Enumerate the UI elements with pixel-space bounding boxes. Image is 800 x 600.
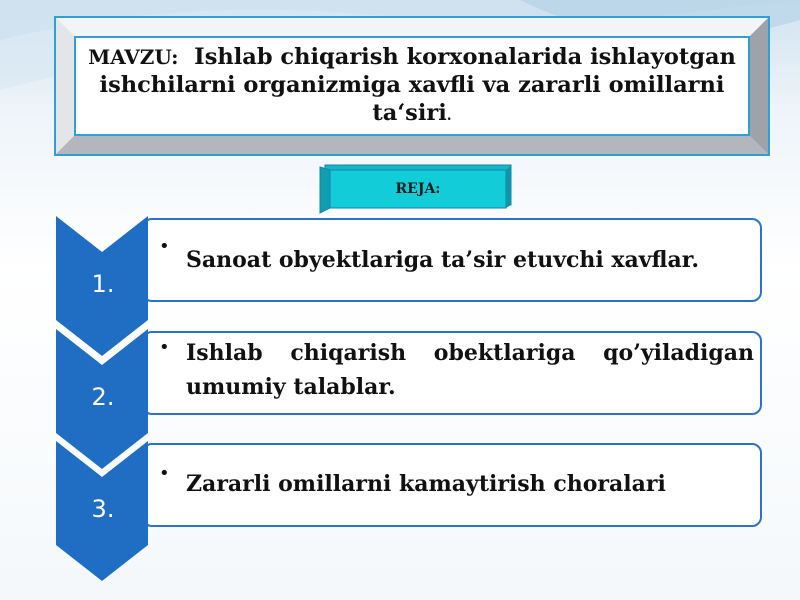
title-ending: . [446, 107, 452, 124]
reja-heading: REJA: [395, 181, 441, 197]
plan-item-number: 1. [91, 270, 115, 298]
bullet-icon: • [159, 463, 170, 484]
bullet-icon: • [159, 236, 170, 257]
plan-item-text: Zararli omillarni kamaytirish choralari [186, 471, 666, 497]
plan-item-text: Ishlab chiqarish obektlariga qo’yiladigan umumiy talablar. [186, 340, 754, 400]
plan-item-number: 3. [91, 495, 115, 523]
title-main-text: Ishlab chiqarish korxonalarida ishlayotgan ishchilarni organizmiga xavfli va zararli omillarni ta‘siri [99, 43, 736, 126]
plan-item-number: 2. [91, 383, 115, 411]
bullet-icon: • [159, 337, 170, 358]
plan-item-3 [56, 443, 766, 583]
plan-item-text: Sanoat obyektlariga ta’sir etuvchi xavflar. [186, 247, 700, 273]
page-title [76, 43, 748, 130]
title-prefix: MAVZU: [88, 44, 179, 69]
title-box [74, 36, 750, 136]
